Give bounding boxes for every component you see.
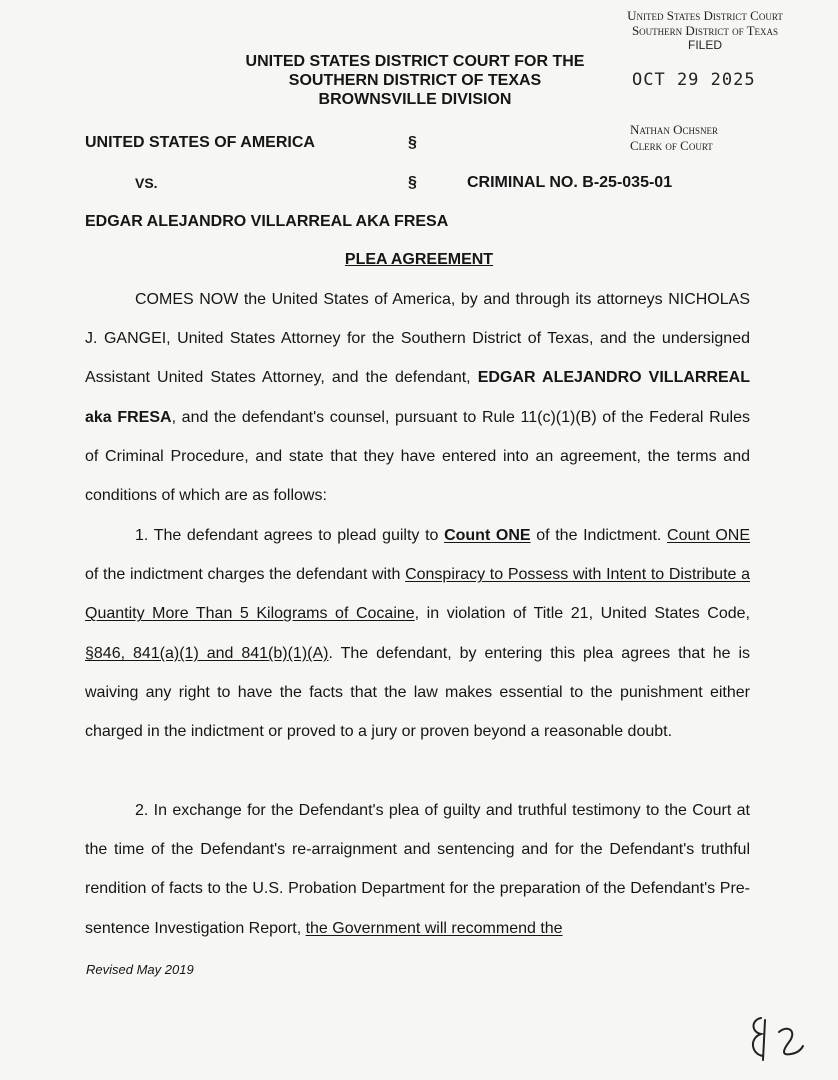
p1-text-d: , in violation of Title 21, United States Code, bbox=[414, 605, 750, 623]
p2-text-underline: the Government will recommend the bbox=[305, 919, 563, 937]
clerk-block bbox=[630, 122, 790, 154]
stamp-date: OCT 29 2025 bbox=[632, 70, 756, 90]
p1-text-b: of the Indictment. bbox=[530, 527, 668, 544]
p1-count-bold: Count ONE bbox=[444, 527, 531, 544]
p1-charge: Conspiracy to Possess with Intent to Distribute a Quantity More Than 5 Kilograms of Cocaine bbox=[85, 566, 751, 623]
p1-text-c: of the indictment charges the defendant with bbox=[85, 566, 406, 584]
court-line-1: UNITED STATES DISTRICT COURT FOR THE bbox=[245, 53, 585, 70]
court-line-2: SOUTHERN DISTRICT OF TEXAS bbox=[288, 72, 542, 89]
p1-count-underline: Count ONE bbox=[667, 527, 751, 544]
section-symbol-2: § bbox=[408, 174, 417, 191]
intro-text-1: COMES NOW the United States of America, by and through its attorneys NICHOLAS J. GANGEI, United States Attorney for the Southern District of Texas, and the undersigned Assistant United States Attorney, and the defendant, bbox=[85, 291, 750, 387]
p2-text-a: 2. In exchange for the Defendant's plea of guilty and truthful testimony to the Court at the time of the Defendant's re-arraignment and sentencing and for the Defendant's truthful rendition of facts to the U.S. Probation Department for the preparation of the Defendant's Pre-sentence Investigation Report, bbox=[85, 802, 750, 937]
intro-paragraph bbox=[85, 280, 750, 515]
filed-stamp bbox=[590, 8, 820, 53]
p1-statute: §846, 841(a)(1) and 841(b)(1)(A) bbox=[85, 644, 329, 662]
clerk-title: Clerk of Court bbox=[630, 138, 713, 153]
criminal-number: CRIMINAL NO. B-25-035-01 bbox=[467, 174, 673, 191]
intro-defendant: EDGAR ALEJANDRO VILLARREAL aka FRESA bbox=[85, 369, 751, 426]
p1-text-a: 1. The defendant agrees to plead guilty to bbox=[135, 527, 445, 544]
court-line-3: BROWNSVILLE DIVISION bbox=[318, 91, 512, 108]
revision-footer: Revised May 2019 bbox=[86, 962, 194, 977]
paragraph-1 bbox=[85, 516, 750, 751]
stamp-court: United States District Court bbox=[627, 8, 783, 23]
paragraph-2 bbox=[85, 791, 750, 948]
p1-text-e: . The defendant, by entering this plea agrees that he is waiving any right to have the facts that the law makes essential to the punishment either charged in the indictment or proved to a jury or proven beyond a reasonable doubt. bbox=[85, 644, 750, 741]
defendant-name: EDGAR ALEJANDRO VILLARREAL AKA FRESA bbox=[85, 213, 449, 230]
plaintiff-name: UNITED STATES OF AMERICA bbox=[85, 134, 315, 151]
clerk-name: Nathan Ochsner bbox=[630, 122, 719, 137]
court-heading bbox=[210, 52, 620, 109]
section-symbol-1: § bbox=[408, 134, 417, 151]
intro-text-2: , and the defendant's counsel, pursuant to Rule 11(c)(1)(B) of the Federal Rules of Criminal Procedure, and state that they have entered into an agreement, the terms and conditions of which are as follows: bbox=[85, 408, 750, 505]
stamp-district: Southern District of Texas bbox=[631, 23, 779, 38]
handwritten-initials-icon bbox=[745, 1010, 815, 1070]
vs-label: VS. bbox=[135, 175, 158, 191]
stamp-filed: FILED bbox=[687, 38, 722, 52]
document-title: PLEA AGREEMENT bbox=[344, 251, 494, 268]
